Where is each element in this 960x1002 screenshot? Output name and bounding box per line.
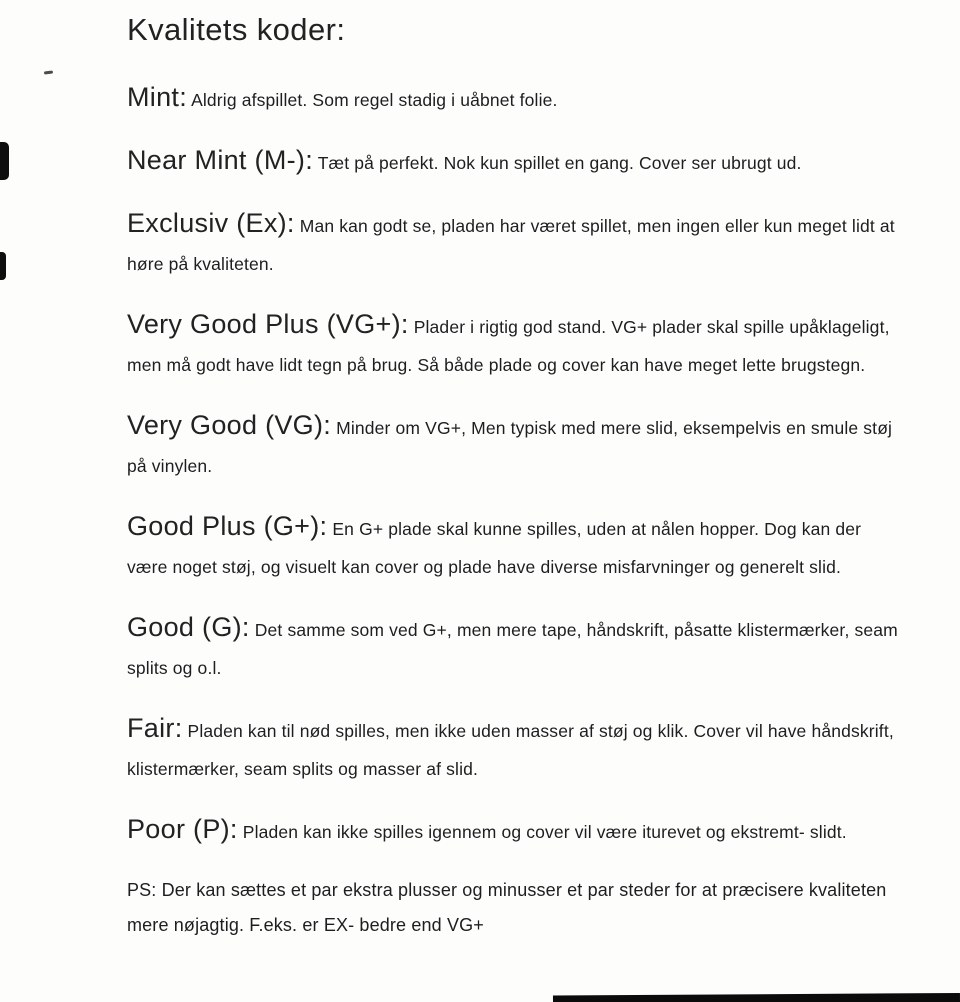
- scan-artifact-left-edge-top: [0, 142, 9, 180]
- grade-term: Fair:: [127, 713, 183, 743]
- grade-entry-good: [127, 608, 900, 687]
- grade-entry-near-mint: [127, 141, 900, 182]
- grade-description: Tæt på perfekt. Nok kun spillet en gang. Cover ser ubrugt ud.: [317, 153, 802, 173]
- grade-description: Man kan godt se, pladen har været spillet, men ingen eller kun meget lidt at høre på kvaliteten.: [127, 216, 895, 274]
- grade-term: Mint:: [127, 82, 188, 112]
- grade-entry-good-plus: [127, 507, 900, 586]
- grade-description: Aldrig afspillet. Som regel stadig i uåbnet folie.: [191, 90, 558, 110]
- grade-entry-exclusiv: [127, 204, 900, 283]
- grade-description: Pladen kan til nød spilles, men ikke uden masser af støj og klik. Cover vil have håndskrift, klistermærker, seam splits og masser af slid.: [127, 721, 894, 779]
- grade-entry-poor: [127, 810, 900, 851]
- grade-term: Good Plus (G+):: [127, 511, 328, 541]
- page-title: Kvalitets koder:: [127, 12, 346, 47]
- grade-entry-very-good-plus: [127, 305, 900, 384]
- grade-term: Near Mint (M-):: [127, 145, 313, 175]
- grade-term: Very Good (VG):: [127, 410, 332, 440]
- grade-description: Pladen kan ikke spilles igennem og cover vil være iturevet og ekstremt- slidt.: [242, 822, 847, 842]
- grade-term: Very Good Plus (VG+):: [127, 309, 409, 339]
- scan-artifact-bottom-bar: [553, 993, 960, 1002]
- grade-entry-fair: [127, 709, 900, 788]
- grade-description: Minder om VG+, Men typisk med mere slid, eksempelvis en smule støj på vinylen.: [127, 418, 893, 476]
- grade-term: Good (G):: [127, 612, 250, 642]
- grade-description: Plader i rigtig god stand. VG+ plader skal spille upåklageligt, men må godt have lidt tegn på brug. Så både plade og cover kan have meget lette brugstegn.: [127, 317, 890, 375]
- grade-description: En G+ plade skal kunne spilles, uden at nålen hopper. Dog kan der være noget støj, og visuelt kan cover og plade have diverse misfarvninger og generelt slid.: [127, 519, 862, 577]
- grade-term: Poor (P):: [127, 814, 238, 844]
- grade-entry-mint: [127, 78, 900, 119]
- scan-artifact-left-edge-mid: [0, 252, 6, 280]
- grade-entry-very-good: [127, 406, 900, 485]
- grade-term: Exclusiv (Ex):: [127, 208, 295, 238]
- postscript: PS: Der kan sættes et par ekstra plusser og minusser et par steder for at præcisere kvaliteten mere nøjagtig. F.eks. er EX- bedre end VG+: [127, 880, 887, 935]
- grade-description: Det samme som ved G+, men mere tape, håndskrift, påsatte klistermærker, seam splits og o.l.: [127, 620, 898, 678]
